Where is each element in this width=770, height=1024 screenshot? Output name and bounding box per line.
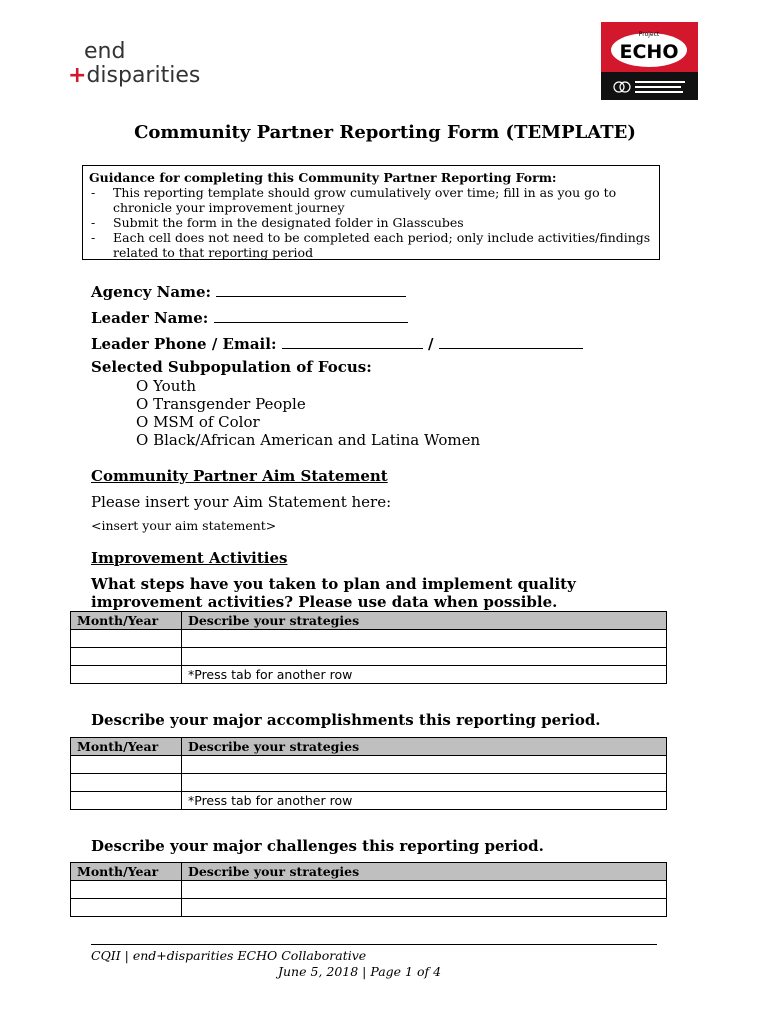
guidance-item: - This reporting template should grow cumulatively over time; fill in as you go to chronicle your improvement journey [89, 185, 659, 215]
month-year-header: Month/Year [71, 612, 182, 630]
logo-disparities-text: disparities [86, 63, 201, 88]
improvement-table [70, 611, 667, 684]
tab-note[interactable]: *Press tab for another row [182, 666, 667, 684]
aim-statement-heading: Community Partner Aim Statement [91, 467, 388, 485]
guidance-item: - Each cell does not need to be completed each period; only include activities/findings related to that reporting period [89, 230, 659, 260]
guidance-item: - Submit the form in the designated folder in Glasscubes [89, 215, 659, 230]
table-row [71, 792, 667, 810]
echo-logo-graphic [601, 22, 698, 100]
echo-label: ECHO [619, 41, 679, 63]
agency-name-row [91, 281, 406, 301]
leader-contact-row [91, 333, 583, 353]
table-row [71, 666, 667, 684]
strategy-cell[interactable] [182, 881, 667, 899]
logo-plus: + [68, 63, 87, 88]
month-cell[interactable] [71, 666, 182, 684]
challenges-question: Describe your major challenges this reporting period. [91, 837, 544, 855]
table-header-row [71, 738, 667, 756]
challenges-table [70, 862, 667, 917]
month-year-header: Month/Year [71, 738, 182, 756]
month-cell[interactable] [71, 774, 182, 792]
project-echo-logo [601, 22, 698, 100]
contact-separator: / [427, 335, 434, 353]
leader-name-row [91, 307, 408, 327]
logo-word-end: end [84, 39, 126, 64]
accomplishments-question: Describe your major accomplishments this reporting period. [91, 711, 601, 729]
month-cell[interactable] [71, 648, 182, 666]
month-cell[interactable] [71, 792, 182, 810]
month-cell[interactable] [71, 881, 182, 899]
strategies-header: Describe your strategies [182, 863, 667, 881]
subpopulation-option-msm[interactable]: O MSM of Color [136, 413, 260, 431]
table-row [71, 774, 667, 792]
strategies-header: Describe your strategies [182, 738, 667, 756]
aim-statement-prompt: Please insert your Aim Statement here: [91, 493, 392, 511]
strategies-header: Describe your strategies [182, 612, 667, 630]
subpopulation-option-transgender[interactable]: O Transgender People [136, 395, 306, 413]
aim-statement-input[interactable]: <insert your aim statement> [91, 518, 277, 533]
guidance-heading: Guidance for completing this Community Partner Reporting Form: [89, 170, 557, 185]
month-cell[interactable] [71, 756, 182, 774]
end-disparities-logo [68, 40, 200, 88]
agency-name-field[interactable] [216, 281, 406, 297]
agency-name-label: Agency Name: [91, 283, 212, 301]
leader-name-label: Leader Name: [91, 309, 209, 327]
subpopulation-label: Selected Subpopulation of Focus: [91, 358, 372, 376]
strategy-cell[interactable] [182, 648, 667, 666]
table-header-row [71, 612, 667, 630]
strategy-cell[interactable] [182, 630, 667, 648]
accomplishments-table [70, 737, 667, 810]
improvement-activities-heading: Improvement Activities [91, 549, 288, 567]
tab-note[interactable]: *Press tab for another row [182, 792, 667, 810]
echo-project-label: Project [638, 31, 660, 38]
month-cell[interactable] [71, 899, 182, 917]
leader-email-field[interactable] [439, 333, 583, 349]
month-year-header: Month/Year [71, 863, 182, 881]
improvement-question: What steps have you taken to plan and implement quality improvement activities? Please use data when possible. [91, 575, 576, 611]
page-title: Community Partner Reporting Form (TEMPLATE) [134, 122, 636, 143]
leader-phone-label: Leader Phone / Email: [91, 335, 277, 353]
guidance-box [82, 165, 660, 260]
leader-name-field[interactable] [214, 307, 408, 323]
month-cell[interactable] [71, 630, 182, 648]
leader-phone-field[interactable] [282, 333, 423, 349]
logo-word-disparities [68, 64, 200, 88]
strategy-cell[interactable] [182, 756, 667, 774]
table-row [71, 881, 667, 899]
table-row [71, 648, 667, 666]
footer-line-2: June 5, 2018 | Page 1 of 4 [278, 964, 442, 979]
strategy-cell[interactable] [182, 774, 667, 792]
footer-divider [91, 944, 657, 945]
subpopulation-option-youth[interactable]: O Youth [136, 377, 197, 395]
strategy-cell[interactable] [182, 899, 667, 917]
table-header-row [71, 863, 667, 881]
table-row [71, 630, 667, 648]
footer-line-1: CQII | end+disparities ECHO Collaborative [91, 948, 367, 963]
table-row [71, 756, 667, 774]
table-row [71, 899, 667, 917]
subpopulation-option-black-latina[interactable]: O Black/African American and Latina Women [136, 431, 481, 449]
